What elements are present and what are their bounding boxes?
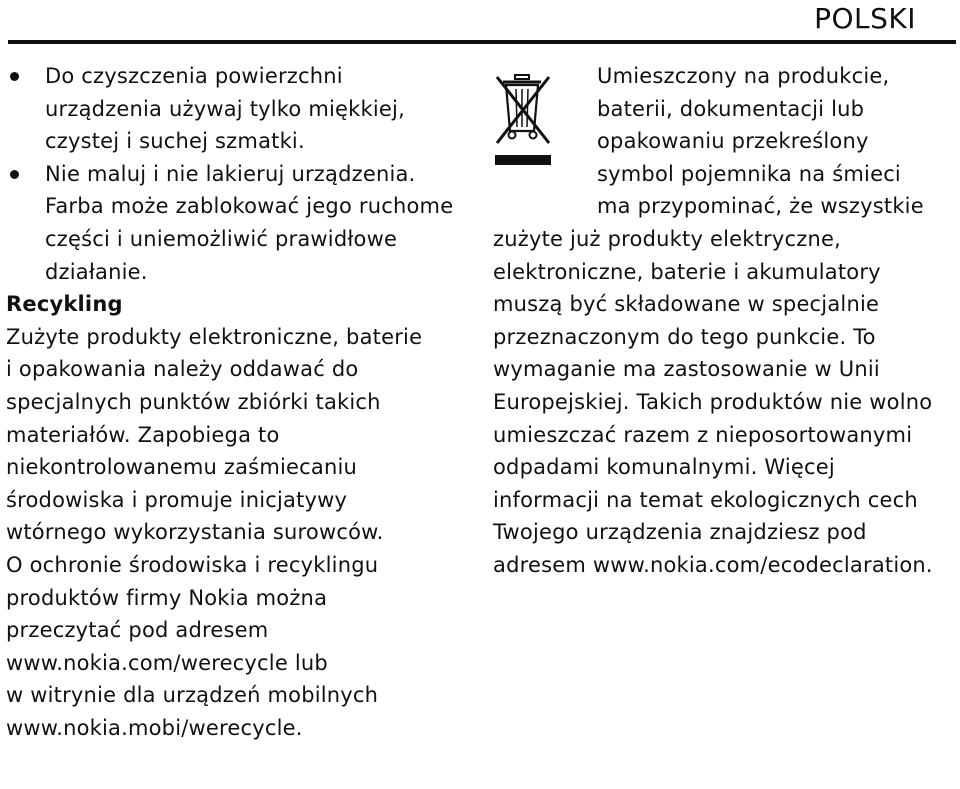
notice-line: adresem www.nokia.com/ecodeclaration. xyxy=(493,552,933,577)
notice-line: wymaganie ma zastosowanie w Unii xyxy=(493,357,880,382)
notice-line: Twojego urządzenia znajdziesz pod xyxy=(493,520,867,545)
bullet-line: urządzenia używaj tylko miękkiej, xyxy=(45,96,405,121)
bullet-line: Farba może zablokować jego ruchome xyxy=(45,194,454,219)
paragraph-line: przeczytać pod adresem xyxy=(6,618,269,643)
notice-line: przeznaczonym do tego punkcie. To xyxy=(493,324,876,349)
notice-line: umieszczać razem z nieposortowanymi xyxy=(493,422,913,447)
notice-line: symbol pojemnika na śmieci xyxy=(597,161,901,186)
crossed-out-wheeled-bin-icon xyxy=(493,73,553,173)
notice-line: elektroniczne, baterie i akumulatory xyxy=(493,259,881,284)
paragraph-line: O ochronie środowiska i recyklingu xyxy=(6,552,379,577)
recycling-paragraph xyxy=(6,321,456,745)
bullet-item-cleaning xyxy=(6,60,456,158)
notice-line: ma przypominać, że wszystkie xyxy=(597,194,924,219)
header-rule xyxy=(8,40,956,44)
bullet-dot xyxy=(10,72,19,81)
paragraph-line: materiałów. Zapobiega to xyxy=(6,422,280,447)
bullet-line: Nie maluj i nie lakieruj urządzenia. xyxy=(45,161,416,186)
notice-line: muszą być składowane w specjalnie xyxy=(493,292,880,317)
bullet-line: działanie. xyxy=(45,259,148,284)
bullet-item-painting xyxy=(6,158,456,288)
notice-line: zużyte już produkty elektryczne, xyxy=(493,226,841,251)
paragraph-line: środowiska i promuje inicjatywy xyxy=(6,487,348,512)
notice-line: Europejskiej. Takich produktów nie wolno xyxy=(493,389,933,414)
right-column xyxy=(493,60,959,582)
section-heading-recycling: Recykling xyxy=(6,292,123,317)
notice-line: informacji na temat ekologicznych cech xyxy=(493,487,918,512)
bullet-dot xyxy=(10,170,19,179)
paragraph-line: niekontrolowanemu zaśmiecaniu xyxy=(6,455,357,480)
bin-notice-block xyxy=(493,60,959,223)
paragraph-line: Zużyte produkty elektroniczne, baterie xyxy=(6,324,423,349)
bullet-line: czystej i suchej szmatki. xyxy=(45,129,305,154)
paragraph-line: produktów firmy Nokia można xyxy=(6,585,328,610)
paragraph-line: www.nokia.mobi/werecycle. xyxy=(6,715,303,740)
bullet-line: części i uniemożliwić prawidłowe xyxy=(45,226,398,251)
notice-line: Umieszczony na produkcie, xyxy=(597,64,890,88)
paragraph-line: w witrynie dla urządzeń mobilnych xyxy=(6,683,379,708)
left-column xyxy=(6,60,456,744)
page-language-title: POLSKI xyxy=(814,2,916,35)
notice-line: odpadami komunalnymi. Więcej xyxy=(493,455,835,480)
paragraph-line: www.nokia.com/werecycle lub xyxy=(6,650,328,675)
notice-line: baterii, dokumentacji lub xyxy=(597,96,865,121)
paragraph-line: specjalnych punktów zbiórki takich xyxy=(6,389,381,414)
paragraph-line: wtórnego wykorzystania surowców. xyxy=(6,520,384,545)
paragraph-line: i opakowania należy oddawać do xyxy=(6,357,359,382)
bullet-line: Do czyszczenia powierzchni xyxy=(45,64,343,88)
notice-line: opakowaniu przekreślony xyxy=(597,129,869,154)
